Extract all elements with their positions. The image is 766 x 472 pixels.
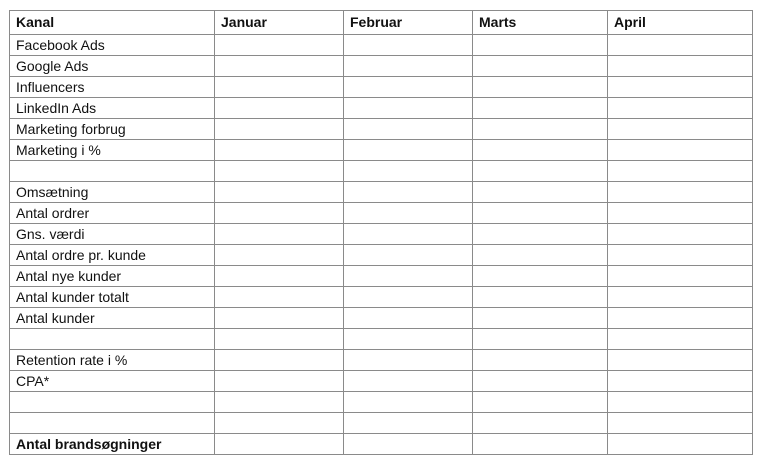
row-label[interactable]: LinkedIn Ads xyxy=(10,98,215,119)
table-cell[interactable] xyxy=(608,392,753,413)
table-cell[interactable] xyxy=(215,245,344,266)
table-cell[interactable] xyxy=(473,119,608,140)
column-header-februar: Februar xyxy=(344,11,473,35)
table-cell[interactable] xyxy=(608,434,753,455)
table-row xyxy=(10,371,753,392)
row-label[interactable]: Marketing forbrug xyxy=(10,119,215,140)
table-cell[interactable] xyxy=(473,392,608,413)
row-label[interactable] xyxy=(10,161,215,182)
table-cell[interactable] xyxy=(608,350,753,371)
table-cell[interactable] xyxy=(473,350,608,371)
table-cell[interactable] xyxy=(608,203,753,224)
table-cell[interactable] xyxy=(344,329,473,350)
table-row xyxy=(10,77,753,98)
marketing-kpi-table xyxy=(9,10,753,455)
table-cell[interactable] xyxy=(473,434,608,455)
table-row xyxy=(10,224,753,245)
table-cell[interactable] xyxy=(215,371,344,392)
table-row xyxy=(10,182,753,203)
row-label[interactable] xyxy=(10,392,215,413)
row-label[interactable]: Antal brandsøgninger xyxy=(10,434,215,455)
table-cell[interactable] xyxy=(473,35,608,56)
table-cell[interactable] xyxy=(473,266,608,287)
table-cell[interactable] xyxy=(344,266,473,287)
table-row xyxy=(10,329,753,350)
table-cell[interactable] xyxy=(344,119,473,140)
table-cell[interactable] xyxy=(473,287,608,308)
row-label[interactable]: Antal ordrer xyxy=(10,203,215,224)
table-cell[interactable] xyxy=(344,98,473,119)
table-row xyxy=(10,98,753,119)
table-cell[interactable] xyxy=(215,140,344,161)
table-cell[interactable] xyxy=(608,413,753,434)
table-cell[interactable] xyxy=(215,266,344,287)
table-cell[interactable] xyxy=(344,392,473,413)
table-row xyxy=(10,413,753,434)
table-cell[interactable] xyxy=(608,308,753,329)
table-cell[interactable] xyxy=(608,56,753,77)
column-header-april: April xyxy=(608,11,753,35)
table-cell[interactable] xyxy=(344,287,473,308)
column-header-januar: Januar xyxy=(215,11,344,35)
table-cell[interactable] xyxy=(608,161,753,182)
table-row xyxy=(10,161,753,182)
row-label[interactable]: Antal kunder xyxy=(10,308,215,329)
row-label[interactable] xyxy=(10,413,215,434)
table-cell[interactable] xyxy=(344,203,473,224)
table-row xyxy=(10,287,753,308)
table-cell[interactable] xyxy=(344,350,473,371)
table-cell[interactable] xyxy=(344,161,473,182)
row-label[interactable]: Retention rate i % xyxy=(10,350,215,371)
row-label[interactable]: Omsætning xyxy=(10,182,215,203)
table-cell[interactable] xyxy=(215,350,344,371)
table-cell[interactable] xyxy=(344,35,473,56)
row-label[interactable]: Gns. værdi xyxy=(10,224,215,245)
table-cell[interactable] xyxy=(608,329,753,350)
table-cell[interactable] xyxy=(215,77,344,98)
table-cell[interactable] xyxy=(344,77,473,98)
table-cell[interactable] xyxy=(473,140,608,161)
table-cell[interactable] xyxy=(608,98,753,119)
table-cell[interactable] xyxy=(608,140,753,161)
table-cell[interactable] xyxy=(344,371,473,392)
table-cell[interactable] xyxy=(608,266,753,287)
table-cell[interactable] xyxy=(215,329,344,350)
table-body xyxy=(10,35,753,455)
table-cell[interactable] xyxy=(215,287,344,308)
table-row xyxy=(10,308,753,329)
table-cell[interactable] xyxy=(215,413,344,434)
table-cell[interactable] xyxy=(473,182,608,203)
table-cell[interactable] xyxy=(344,245,473,266)
row-label[interactable]: CPA* xyxy=(10,371,215,392)
row-label[interactable] xyxy=(10,329,215,350)
table-cell[interactable] xyxy=(344,413,473,434)
table-cell[interactable] xyxy=(473,371,608,392)
table-cell[interactable] xyxy=(608,371,753,392)
table-cell[interactable] xyxy=(608,245,753,266)
table-cell[interactable] xyxy=(215,392,344,413)
table-cell[interactable] xyxy=(608,77,753,98)
table-cell[interactable] xyxy=(215,35,344,56)
table-row xyxy=(10,434,753,455)
row-label[interactable]: Google Ads xyxy=(10,56,215,77)
table-row xyxy=(10,392,753,413)
table-cell[interactable] xyxy=(344,434,473,455)
table-cell[interactable] xyxy=(473,224,608,245)
table-cell[interactable] xyxy=(473,56,608,77)
table-cell[interactable] xyxy=(344,224,473,245)
table-cell[interactable] xyxy=(344,182,473,203)
row-label[interactable]: Marketing i % xyxy=(10,140,215,161)
row-label[interactable]: Influencers xyxy=(10,77,215,98)
column-header-kanal: Kanal xyxy=(10,11,215,35)
table-cell[interactable] xyxy=(473,245,608,266)
table-cell[interactable] xyxy=(215,98,344,119)
table-cell[interactable] xyxy=(473,161,608,182)
row-label[interactable]: Facebook Ads xyxy=(10,35,215,56)
table-cell[interactable] xyxy=(608,119,753,140)
table-row xyxy=(10,350,753,371)
table-cell[interactable] xyxy=(215,161,344,182)
table-row xyxy=(10,266,753,287)
table-cell[interactable] xyxy=(473,98,608,119)
table-row xyxy=(10,140,753,161)
table-cell[interactable] xyxy=(608,224,753,245)
table-cell[interactable] xyxy=(215,56,344,77)
table-cell[interactable] xyxy=(608,287,753,308)
table-cell[interactable] xyxy=(215,182,344,203)
table-cell[interactable] xyxy=(608,182,753,203)
row-label[interactable]: Antal ordre pr. kunde xyxy=(10,245,215,266)
table-cell[interactable] xyxy=(344,308,473,329)
table-row xyxy=(10,119,753,140)
table-cell[interactable] xyxy=(215,119,344,140)
row-label[interactable]: Antal kunder totalt xyxy=(10,287,215,308)
table-cell[interactable] xyxy=(344,56,473,77)
table-row xyxy=(10,56,753,77)
table-cell[interactable] xyxy=(473,329,608,350)
table-row xyxy=(10,203,753,224)
column-header-marts: Marts xyxy=(473,11,608,35)
row-label[interactable]: Antal nye kunder xyxy=(10,266,215,287)
table-cell[interactable] xyxy=(473,413,608,434)
table-cell[interactable] xyxy=(344,140,473,161)
table-row xyxy=(10,245,753,266)
table-cell[interactable] xyxy=(215,224,344,245)
table-row xyxy=(10,35,753,56)
table-cell[interactable] xyxy=(473,77,608,98)
table-cell[interactable] xyxy=(608,35,753,56)
header-row xyxy=(10,11,753,35)
table-cell[interactable] xyxy=(215,308,344,329)
table-cell[interactable] xyxy=(215,434,344,455)
table-cell[interactable] xyxy=(473,308,608,329)
table-cell[interactable] xyxy=(215,203,344,224)
table-cell[interactable] xyxy=(473,203,608,224)
